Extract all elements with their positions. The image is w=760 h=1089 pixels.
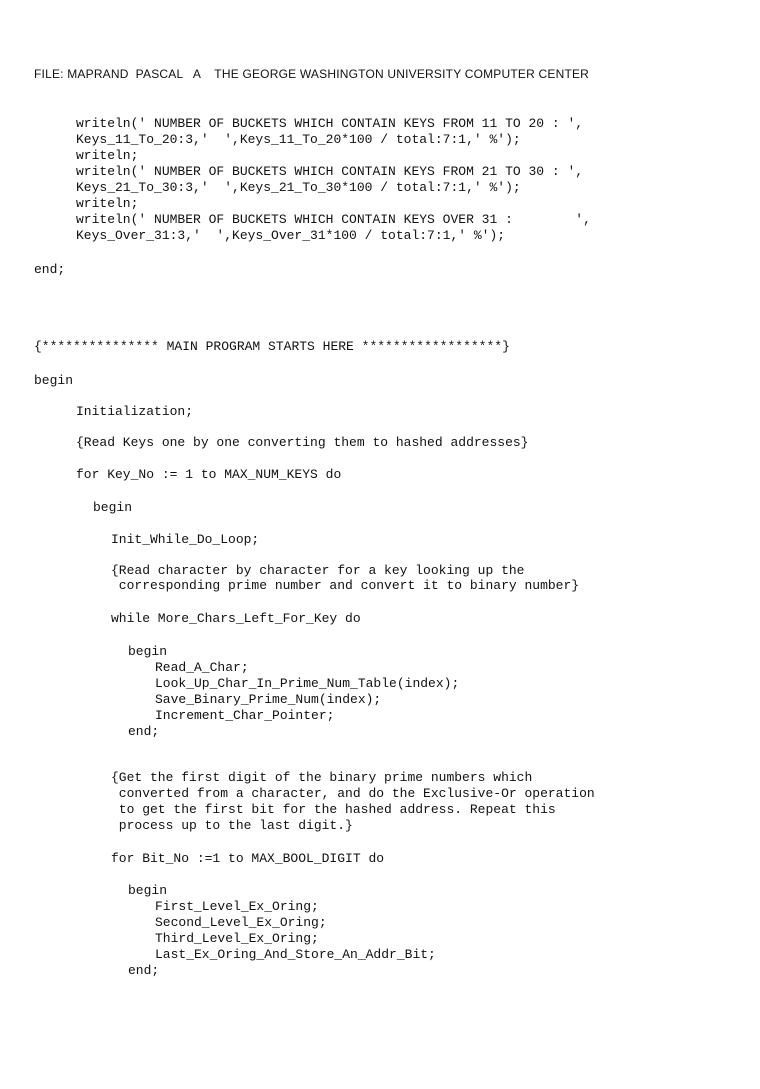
code-line: while More_Chars_Left_For_Key do [111, 611, 361, 626]
code-line: Read_A_Char; [155, 660, 249, 675]
comment-line: {Read character by character for a key looking up the [111, 563, 525, 578]
comment-line: converted from a character, and do the Exclusive-Or operation [111, 786, 595, 801]
code-line: Increment_Char_Pointer; [155, 708, 335, 723]
comment-line: corresponding prime number and convert it to binary number} [111, 578, 580, 593]
code-line: Init_While_Do_Loop; [111, 532, 260, 547]
comment-line: process up to the last digit.} [111, 818, 353, 833]
comment-line: {Get the first digit of the binary prime numbers which [111, 770, 533, 785]
code-line: writeln(' NUMBER OF BUCKETS WHICH CONTAIN KEYS FROM 11 TO 20 : ', [76, 116, 584, 131]
code-line: Last_Ex_Oring_And_Store_An_Addr_Bit; [155, 947, 436, 962]
comment-line: to get the first bit for the hashed address. Repeat this [111, 802, 556, 817]
code-line: Initialization; [76, 404, 194, 419]
code-line: writeln; [76, 196, 139, 211]
code-line: Keys_11_To_20:3,' ',Keys_11_To_20*100 / total:7:1,' %'); [76, 132, 521, 147]
code-line: First_Level_Ex_Oring; [155, 899, 319, 914]
code-line: Keys_Over_31:3,' ',Keys_Over_31*100 / total:7:1,' %'); [76, 228, 506, 243]
code-line: writeln(' NUMBER OF BUCKETS WHICH CONTAIN KEYS FROM 21 TO 30 : ', [76, 164, 584, 179]
code-line: Look_Up_Char_In_Prime_Num_Table(index); [155, 676, 460, 691]
comment-line: {Read Keys one by one converting them to hashed addresses} [76, 435, 529, 450]
code-line: begin [93, 500, 133, 515]
code-line: for Key_No := 1 to MAX_NUM_KEYS do [76, 467, 342, 482]
code-line: Keys_21_To_30:3,' ',Keys_21_To_30*100 / total:7:1,' %'); [76, 180, 521, 195]
code-line: end; [128, 724, 160, 739]
code-line: writeln; [76, 148, 139, 163]
code-line: begin [128, 883, 168, 898]
code-line: end; [34, 262, 66, 277]
code-line: Third_Level_Ex_Oring; [155, 931, 319, 946]
code-line: for Bit_No :=1 to MAX_BOOL_DIGIT do [111, 851, 385, 866]
code-line: begin [34, 373, 74, 388]
code-line: Second_Level_Ex_Oring; [155, 915, 327, 930]
code-line: writeln(' NUMBER OF BUCKETS WHICH CONTAIN KEYS OVER 31 : ', [76, 212, 591, 227]
code-line: Save_Binary_Prime_Num(index); [155, 692, 382, 707]
comment-line: {*************** MAIN PROGRAM STARTS HERE ******************} [34, 339, 510, 354]
file-header: FILE: MAPRAND PASCAL A THE GEORGE WASHINGTON UNIVERSITY COMPUTER CENTER [34, 67, 590, 81]
code-line: begin [128, 644, 168, 659]
code-line: end; [128, 963, 160, 978]
